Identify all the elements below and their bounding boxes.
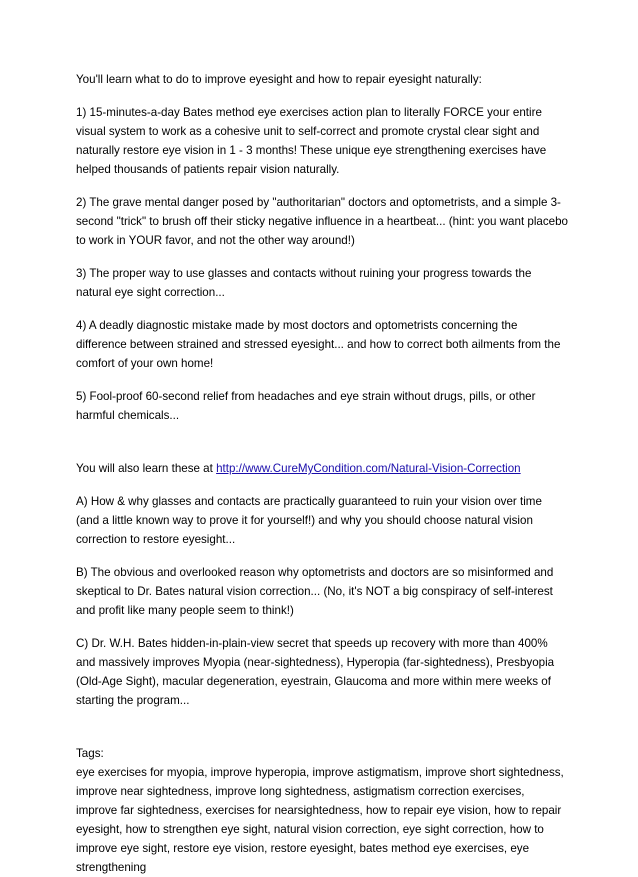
also-learn-line — [76, 459, 568, 478]
intro-text: You'll learn what to do to improve eyesight and how to repair eyesight naturally: — [76, 73, 482, 86]
extra-b: B) The obvious and overlooked reason why optometrists and doctors are so misinformed and skeptical to Dr. Bates natural vision correction... (No, it's NOT a big conspiracy of self-interest and profit like many people seem to think!) — [76, 566, 554, 617]
section-spacer — [76, 439, 568, 459]
cure-my-condition-link[interactable]: http://www.CureMyCondition.com/Natural-Vision-Correction — [216, 462, 521, 475]
point-4: 4) A deadly diagnostic mistake made by most doctors and optometrists concerning the difference between strained and stressed eyesight... and how to correct both ailments from the comfort of your own home! — [76, 319, 561, 370]
point-1: 1) 15-minutes-a-day Bates method eye exercises action plan to literally FORCE your entire visual system to work as a cohesive unit to self-correct and promote crystal clear sight and naturally restore eye vision in 1 - 3 months! These unique eye strengthening exercises have helped thousands of patients repair vision naturally. — [76, 106, 547, 176]
section-spacer — [76, 724, 568, 744]
document-body — [76, 70, 568, 877]
point-2: 2) The grave mental danger posed by "authoritarian" doctors and optometrists, and a simple 3-second "trick" to brush off their sticky negative influence in a heartbeat... (hint: you want placebo to work in YOUR favor, and not the other way around!) — [76, 196, 569, 247]
tags-section — [76, 744, 568, 877]
also-learn-prefix: You will also learn these at — [76, 462, 217, 475]
extra-a: A) How & why glasses and contacts are practically guaranteed to ruin your vision over time (and a little known way to prove it for yourself!) and why you should choose natural vision correction to restore eyesight... — [76, 495, 542, 546]
extra-c: C) Dr. W.H. Bates hidden-in-plain-view secret that speeds up recovery with more than 400% and massively improves Myopia (near-sightedness), Hyperopia (far-sightedness), Presbyopia (Old-Age Sight), macular degeneration, eyestrain, Glaucoma and more within mere weeks of starting the program... — [76, 637, 555, 707]
tags-label: Tags: — [76, 747, 104, 760]
tags-list: eye exercises for myopia, improve hyperopia, improve astigmatism, improve short sightedness, improve near sightedness, improve long sightedness, astigmatism correction exercises, improve far sightedness, exercises for nearsightedness, how to repair eye vision, how to repair eyesight, how to strengthen eye sight, natural vision correction, eye sight correction, how to improve eye sight, restore eye vision, restore eyesight, bates method eye exercises, eye strengthening — [76, 766, 564, 874]
point-5: 5) Fool-proof 60-second relief from headaches and eye strain without drugs, pills, or other harmful chemicals... — [76, 390, 536, 422]
point-3: 3) The proper way to use glasses and contacts without ruining your progress towards the natural eye sight correction... — [76, 267, 532, 299]
